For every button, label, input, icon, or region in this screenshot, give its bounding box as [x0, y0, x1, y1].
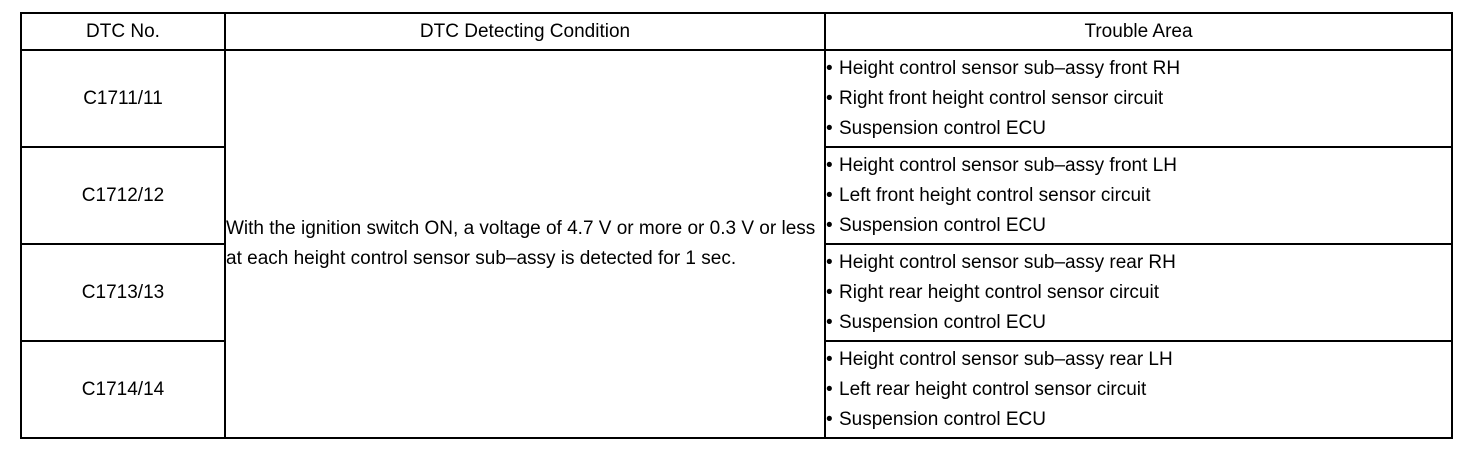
- trouble-area-text: Height control sensor sub–assy rear LH: [839, 348, 1173, 370]
- bullet-icon: •: [826, 154, 833, 176]
- dtc-code-cell: C1711/11: [21, 50, 225, 147]
- trouble-area-cell: [825, 244, 1452, 341]
- trouble-area-item: [826, 54, 1451, 84]
- dtc-code-cell: C1713/13: [21, 244, 225, 341]
- bullet-icon: •: [826, 251, 833, 273]
- trouble-area-cell: [825, 341, 1452, 438]
- trouble-area-list: [826, 151, 1451, 241]
- header-dtc-no: DTC No.: [21, 13, 225, 50]
- trouble-area-item: [826, 114, 1451, 144]
- bullet-icon: •: [826, 311, 833, 333]
- trouble-area-cell: [825, 50, 1452, 147]
- trouble-area-text: Suspension control ECU: [839, 311, 1046, 333]
- trouble-area-item: [826, 278, 1451, 308]
- header-detecting-condition: DTC Detecting Condition: [225, 13, 825, 50]
- trouble-area-item: [826, 181, 1451, 211]
- bullet-icon: •: [826, 348, 833, 370]
- trouble-area-text: Height control sensor sub–assy front RH: [839, 57, 1181, 79]
- trouble-area-text: Height control sensor sub–assy front LH: [839, 154, 1177, 176]
- trouble-area-item: [826, 405, 1451, 435]
- trouble-area-list: [826, 248, 1451, 338]
- table-row: [21, 50, 1452, 147]
- trouble-area-text: Right front height control sensor circuit: [839, 87, 1164, 109]
- trouble-area-text: Suspension control ECU: [839, 214, 1046, 236]
- table-header: [21, 13, 1452, 50]
- trouble-area-item: [826, 151, 1451, 181]
- trouble-area-text: Suspension control ECU: [839, 408, 1046, 430]
- header-row: [21, 13, 1452, 50]
- bullet-icon: •: [826, 184, 833, 206]
- trouble-area-item: [826, 308, 1451, 338]
- bullet-icon: •: [826, 378, 833, 400]
- trouble-area-item: [826, 211, 1451, 241]
- trouble-area-text: Right rear height control sensor circuit: [839, 281, 1159, 303]
- bullet-icon: •: [826, 408, 833, 430]
- trouble-area-item: [826, 248, 1451, 278]
- bullet-icon: •: [826, 214, 833, 236]
- bullet-icon: •: [826, 117, 833, 139]
- dtc-code-cell: C1714/14: [21, 341, 225, 438]
- trouble-area-cell: [825, 147, 1452, 244]
- dtc-table: [20, 12, 1453, 439]
- bullet-icon: •: [826, 281, 833, 303]
- trouble-area-item: [826, 345, 1451, 375]
- trouble-area-text: Left front height control sensor circuit: [839, 184, 1151, 206]
- trouble-area-list: [826, 345, 1451, 435]
- trouble-area-text: Suspension control ECU: [839, 117, 1046, 139]
- detecting-condition-cell: With the ignition switch ON, a voltage of 4.7 V or more or 0.3 V or less at each height control sensor sub–assy is detected for 1 sec.: [225, 50, 825, 438]
- trouble-area-item: [826, 375, 1451, 405]
- trouble-area-item: [826, 84, 1451, 114]
- trouble-area-list: [826, 54, 1451, 144]
- trouble-area-text: Height control sensor sub–assy rear RH: [839, 251, 1176, 273]
- bullet-icon: •: [826, 57, 833, 79]
- dtc-code-cell: C1712/12: [21, 147, 225, 244]
- header-trouble-area: Trouble Area: [825, 13, 1452, 50]
- trouble-area-text: Left rear height control sensor circuit: [839, 378, 1147, 400]
- bullet-icon: •: [826, 87, 833, 109]
- table-body: [21, 50, 1452, 438]
